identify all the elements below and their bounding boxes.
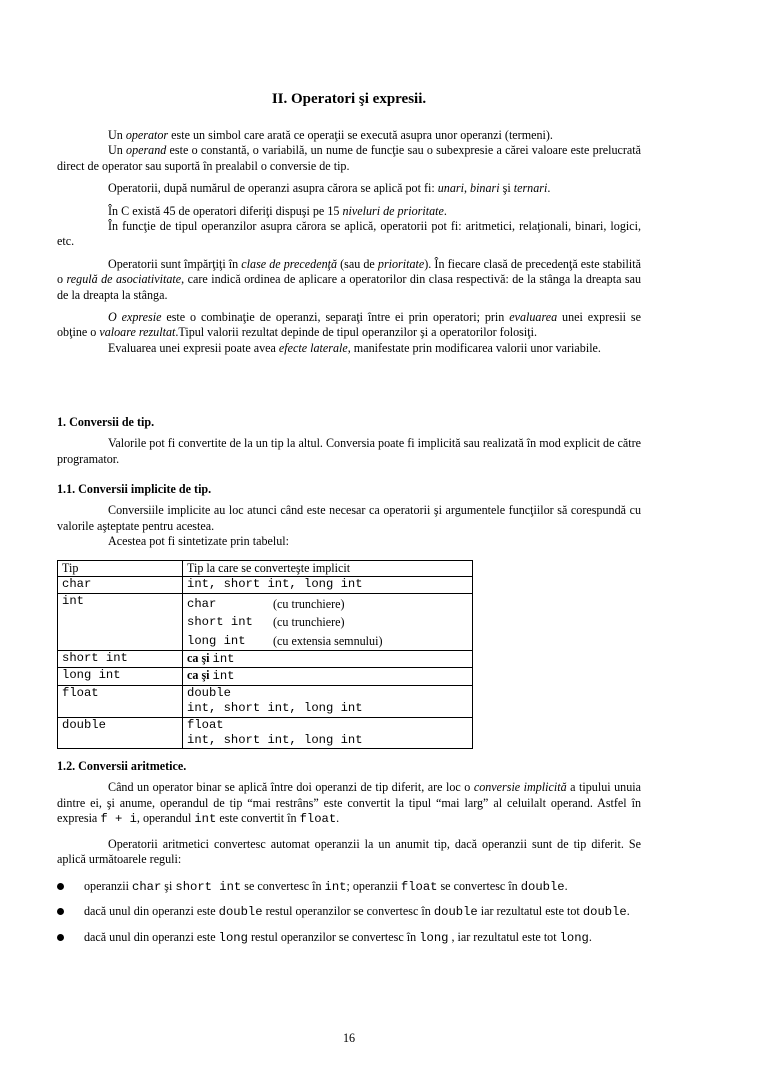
table-cell-type: int — [58, 593, 183, 650]
bullet-icon — [57, 883, 64, 890]
table-cell-type: long int — [58, 668, 183, 685]
table-cell-target: ca şi int — [183, 651, 473, 668]
rules-list — [57, 879, 641, 946]
table-header-cell: Tip la care se converteşte implicit — [183, 561, 473, 577]
list-item: dacă unul din operanzi este long restul operanzilor se convertesc în long , iar rezultatul este tot long. — [57, 930, 641, 946]
paragraph-implicit-intro: Conversiile implicite au loc atunci când este necesar ca operatorii şi argumentele funcţiilor să corespundă cu valorile aşteptate pentru acestea. — [57, 503, 641, 533]
list-item: dacă unul din operanzi este double restul operanzilor se convertesc în double iar rezultatul este tot double. — [57, 904, 641, 920]
table-cell-target — [183, 593, 473, 650]
paragraph-expression: O expresie este o combinaţie de operanzi, separaţi între ei prin operatori; prin evaluarea unei expresii se obţine o valoare rezultat.Tipul valorii rezultat depinde de tipul operanzilor şi a operatorilor folosiţi. — [57, 310, 641, 340]
table-row — [58, 717, 473, 749]
section-implicit-conversion — [57, 482, 641, 550]
conversion-item: long int (cu extensia semnului) — [187, 633, 383, 648]
list-item: operanzii char şi short int se convertesc în int; operanzii float se convertesc în double. — [57, 879, 641, 895]
paragraph-operator-categories: În funcţie de tipul operanzilor asupra cărora se aplică, operatorii pot fi: aritmetici, relaţionali, binari, logici, etc. — [57, 219, 641, 249]
table-cell-type: double — [58, 717, 183, 749]
section-heading: 1.2. Conversii aritmetice. — [57, 759, 187, 773]
table-cell-type: float — [58, 685, 183, 717]
section-heading: 1.1. Conversii implicite de tip. — [57, 482, 212, 496]
intro-section — [57, 128, 641, 356]
table-cell-type: short int — [58, 651, 183, 668]
table-cell-target: ca şi int — [183, 668, 473, 685]
section-arithmetic-conversion — [57, 759, 641, 867]
page-number: 16 — [342, 1031, 356, 1045]
conversion-table — [57, 560, 473, 749]
paragraph-arithmetic-rules: Operatorii aritmetici convertesc automat operanzii la un anumit tip, dacă operanzii sunt de tip diferit. Se aplică următoarele reguli: — [57, 836, 641, 867]
table-row — [58, 685, 473, 717]
paragraph-operator-arity: Operatorii, după numărul de operanzi asupra cărora se aplică pot fi: unari, binari şi ternari. — [108, 181, 551, 196]
table-row — [58, 651, 473, 668]
table-header-cell: Tip — [58, 561, 183, 577]
paragraph-table-intro: Acestea pot fi sintetizate prin tabelul: — [108, 534, 290, 549]
table-row — [58, 593, 473, 650]
conversion-item: char (cu trunchiere) — [187, 596, 345, 611]
table-row — [58, 668, 473, 685]
paragraph-operator-count: În C există 45 de operatori diferiţi dispuşi pe 15 niveluri de prioritate. — [108, 203, 447, 218]
paragraph-precedence: Operatorii sunt împărţiţi în clase de precedenţă (sau de prioritate). În fiecare clasă de precedenţă este stabilită o regulă de asociativitate, care indică ordinea de aplicare a operatorilor din clasa respectivă: de la stânga la dreapta sau de la dreapta la stânga. — [57, 256, 642, 302]
section-heading: 1. Conversii de tip. — [57, 415, 155, 429]
bullet-icon — [57, 908, 64, 915]
paragraph-side-effects: Evaluarea unei expresii poate avea efecte laterale, manifestate prin modificarea valorii unor variabile. — [108, 340, 601, 355]
chapter-title: II. Operatori şi expresii. — [271, 91, 427, 107]
paragraph-conversion-intro: Valorile pot fi convertite de la un tip la altul. Conversia poate fi implicită sau realizată în mod explicit de către programator. — [57, 436, 641, 466]
paragraph-operator-definition: Un operator este un simbol care arată ce operaţii se execută asupra unor operanzi (termeni). — [108, 128, 553, 142]
table-cell-type: char — [58, 577, 183, 593]
table-cell-target: int, short int, long int — [183, 577, 473, 593]
table-cell-target: float int, short int, long int — [183, 717, 473, 749]
conversion-item: short int (cu trunchiere) — [187, 615, 345, 630]
bullet-icon — [57, 934, 64, 941]
paragraph-operand-definition: Un operand este o constantă, o variabilă, un nume de funcţie sau o subexpresie a cărei valoare este prelucrată direct de operator sau suportă în prealabil o conversie de tip. — [57, 143, 641, 173]
section-type-conversion — [57, 415, 641, 467]
table-row — [58, 577, 473, 593]
paragraph-binary-conversion: Când un operator binar se aplică între doi operanzi de tip diferit, are loc o conversie implicită a tipului unuia dintre ei, şi anume, operandul de tip “mai restrâns” este convertit la tipul “mai larg” al celuilalt operand. Astfel în expresia f + i, operandul int este convertit în float. — [57, 780, 641, 827]
table-cell-target: double int, short int, long int — [183, 685, 473, 717]
table-header-row — [58, 561, 473, 577]
